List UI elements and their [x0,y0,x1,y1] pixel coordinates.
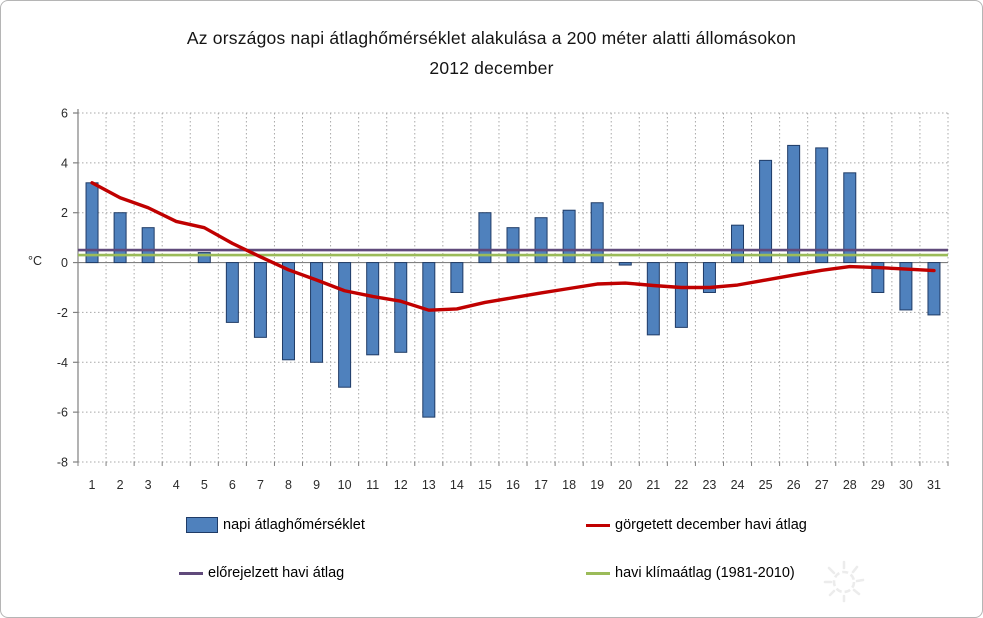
svg-text:10: 10 [337,478,352,492]
svg-text:22: 22 [674,478,689,492]
chart-plot-area [1,1,982,501]
svg-text:-2: -2 [56,305,68,320]
svg-text:2: 2 [116,478,124,492]
svg-text:-4: -4 [56,355,68,370]
bar-day-10 [339,263,351,388]
svg-text:11: 11 [366,478,380,492]
svg-text:4: 4 [172,478,180,492]
svg-text:27: 27 [814,478,829,492]
svg-text:1: 1 [88,478,96,492]
svg-text:12: 12 [393,478,408,492]
legend-label: görgetett december havi átlag [615,517,807,533]
bar-day-22 [675,263,687,328]
svg-text:13: 13 [421,478,436,492]
chart-title-line2: 2012 december [429,58,554,78]
svg-text:16: 16 [506,478,520,492]
svg-text:8: 8 [285,478,292,492]
svg-text:14: 14 [449,478,464,492]
svg-text:4: 4 [61,156,68,171]
svg-text:28: 28 [842,478,857,492]
bar-day-3 [142,228,154,263]
bar-day-25 [760,160,772,262]
chart-title-line1: Az országos napi átlaghőmérséklet alakulása a 200 méter alatti állomásokon [186,28,797,48]
bar-day-19 [591,203,603,263]
svg-text:5: 5 [200,478,208,492]
legend-item-forecast-avg [179,565,344,581]
line-swatch-icon [586,524,610,527]
svg-text:24: 24 [730,478,745,492]
svg-text:29: 29 [870,478,885,492]
y-axis-unit-label: °C [28,254,43,268]
bar-day-24 [732,225,744,262]
bar-day-21 [647,263,659,335]
y-tick-labels [57,107,68,470]
svg-text:-8: -8 [56,455,68,470]
legend-label: havi klímaátlag (1981-2010) [615,565,795,581]
legend-label: napi átlaghőmérséklet [223,517,365,533]
bar-day-20 [619,263,631,265]
svg-text:6: 6 [61,106,68,121]
bar-day-13 [423,263,435,418]
bar-day-11 [367,263,379,355]
legend-label: előrejelzett havi átlag [208,565,345,581]
bar-series [86,145,940,417]
svg-text:25: 25 [758,478,773,492]
sun-icon [816,552,872,608]
svg-text:21: 21 [646,478,661,492]
svg-text:3: 3 [144,478,152,492]
bar-day-7 [254,263,266,338]
svg-text:20: 20 [618,478,633,492]
svg-text:2: 2 [61,206,68,221]
bar-day-12 [395,263,407,353]
legend-item-climate-avg [586,565,795,581]
bar-day-8 [282,263,294,360]
svg-text:26: 26 [786,478,801,492]
bar-day-16 [507,228,519,263]
bar-day-6 [226,263,238,323]
line-swatch-icon [586,572,610,575]
svg-text:7: 7 [256,478,264,492]
svg-text:31: 31 [927,478,941,492]
bar-swatch-icon [186,517,218,533]
bar-day-27 [816,148,828,263]
legend-item-daily-avg [186,517,365,533]
svg-text:9: 9 [313,478,321,492]
x-tick-labels [89,478,941,492]
svg-text:17: 17 [534,478,549,492]
line-swatch-icon [179,572,203,575]
bar-day-26 [788,145,800,262]
svg-text:6: 6 [228,478,236,492]
bar-day-14 [451,263,463,293]
svg-text:18: 18 [562,478,577,492]
svg-text:30: 30 [898,478,913,492]
svg-text:19: 19 [590,478,605,492]
svg-text:0: 0 [61,256,68,271]
svg-text:-6: -6 [56,405,68,420]
legend-item-rolling-avg [586,517,807,533]
svg-text:15: 15 [477,478,492,492]
svg-text:23: 23 [702,478,717,492]
